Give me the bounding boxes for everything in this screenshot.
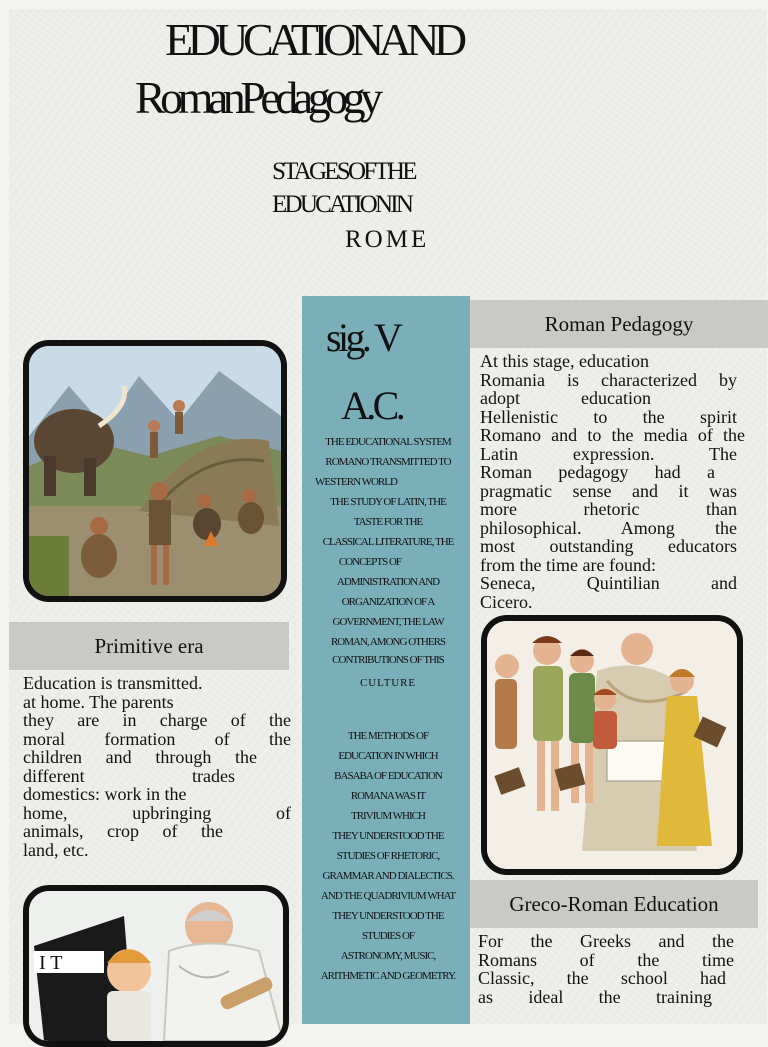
column-text-line: THE METHODS OF bbox=[347, 730, 429, 742]
column-text-line: ORGANIZATION OF A bbox=[341, 596, 435, 608]
paragraph-line: at home. The parents bbox=[23, 691, 174, 712]
column-text-line: CONCEPTS OF bbox=[338, 556, 402, 568]
paragraph-line: Classic, the school had bbox=[478, 968, 726, 988]
paragraph-line: animals, crop of the bbox=[23, 821, 223, 841]
column-text-line: TASTE FOR THE bbox=[353, 516, 423, 528]
column-text-line: ROMAN, AMONG OTHERS bbox=[330, 636, 446, 648]
paragraph-line: moral formation of the bbox=[23, 728, 291, 749]
column-text-line: ROMANA WAS IT bbox=[350, 790, 426, 802]
column-text-line: STUDIES OF RHETORIC, bbox=[336, 850, 440, 862]
greco-roman-paragraph bbox=[478, 932, 734, 1006]
title-line-2: RomanPedagogy bbox=[135, 72, 378, 123]
column-text-line: THEY UNDERSTOOD THE bbox=[332, 910, 444, 922]
paragraph-line: as ideal the training bbox=[478, 986, 712, 1007]
column-text-line: ADMINISTRATION AND bbox=[336, 576, 440, 588]
roman-pedagogy-paragraph bbox=[480, 351, 745, 612]
century-label-line-1: sig. V bbox=[326, 315, 400, 360]
paragraph-line: different trades bbox=[23, 765, 235, 786]
paragraph-line: home, upbringing of bbox=[23, 802, 291, 823]
paragraph-line: Romano and to the media of the bbox=[480, 425, 745, 445]
column-text-line: GOVERNMENT, THE LAW bbox=[332, 616, 444, 628]
column-text-line: WESTERN WORLD bbox=[315, 476, 397, 488]
paragraph-line: they are in charge of the bbox=[23, 710, 291, 730]
paragraph-line: Roman pedagogy had a bbox=[480, 462, 715, 482]
paragraph-line: land, etc. bbox=[23, 839, 89, 860]
column-text-line: ROMANO TRANSMITTED TO bbox=[325, 456, 451, 468]
roman-school-image bbox=[23, 885, 289, 1047]
column-text-line: CULTURE bbox=[360, 677, 416, 689]
paragraph-line: Education is transmitted. bbox=[23, 673, 203, 693]
paragraph-line: Latin expression. The bbox=[480, 443, 737, 464]
column-text-line: CLASSICAL LITERATURE, THE bbox=[322, 536, 454, 548]
roman-teacher-image bbox=[481, 615, 743, 875]
column-text-line: ARITHMETIC AND GEOMETRY. bbox=[320, 970, 456, 982]
century-label-line-2: A.C. bbox=[341, 383, 403, 428]
paragraph-line: Romans of the time bbox=[478, 949, 734, 970]
column-text-line: AND THE QUADRIVIUM WHAT bbox=[320, 890, 456, 902]
board-text: I T bbox=[39, 952, 63, 974]
paragraph-line: Hellenistic to the spirit bbox=[480, 406, 737, 427]
prehistoric-scene-image bbox=[23, 340, 287, 602]
paragraph-line: adopt education bbox=[480, 388, 651, 408]
column-text-line: THE STUDY OF LATIN, THE bbox=[330, 496, 446, 508]
column-text-line: GRAMMAR AND DIALECTICS. bbox=[322, 870, 454, 882]
column-text-line: BASABA OF EDUCATION bbox=[334, 770, 442, 782]
paragraph-line: For the Greeks and the bbox=[478, 931, 734, 951]
paragraph-line: most outstanding educators bbox=[480, 536, 737, 556]
title-line-1: EDUCATIONAND bbox=[165, 14, 462, 65]
paragraph-line: domestics: work in the bbox=[23, 784, 187, 804]
paragraph-line: pragmatic sense and it was bbox=[480, 480, 737, 501]
subtitle-line-3: ROME bbox=[345, 226, 430, 253]
primitive-era-heading: Primitive era bbox=[9, 622, 289, 670]
column-text-line: THE EDUCATIONAL SYSTEM bbox=[325, 436, 451, 448]
paragraph-line: more rhetoric than bbox=[480, 499, 737, 519]
paragraph-line: from the time are found: bbox=[480, 554, 656, 575]
greco-roman-heading: Greco-Roman Education bbox=[470, 880, 758, 928]
primitive-era-paragraph bbox=[23, 674, 291, 859]
paragraph-line: children and through the bbox=[23, 747, 257, 767]
paragraph-line: Romania is characterized by bbox=[480, 369, 737, 390]
column-text-line: TRIVIUM WHICH bbox=[350, 810, 425, 822]
column-text-line: ASTRONOMY, MUSIC, bbox=[340, 950, 436, 962]
roman-pedagogy-heading: Roman Pedagogy bbox=[470, 300, 768, 348]
paragraph-line: Cicero. bbox=[480, 591, 533, 612]
paragraph-line: Seneca, Quintilian and bbox=[480, 573, 737, 593]
paragraph-line: At this stage, education bbox=[480, 351, 649, 371]
column-text-line: THEY UNDERSTOOD THE bbox=[332, 830, 444, 842]
column-text-line: STUDIES OF bbox=[361, 930, 415, 942]
column-text-line: CONTRIBUTIONS OF THIS bbox=[332, 654, 444, 666]
column-text-line: EDUCATION IN WHICH bbox=[338, 750, 438, 762]
subtitle-line-2: EDUCATIONIN bbox=[272, 191, 412, 218]
paragraph-line: philosophical. Among the bbox=[480, 517, 737, 538]
subtitle-line-1: STAGESOFTHE bbox=[272, 158, 415, 185]
